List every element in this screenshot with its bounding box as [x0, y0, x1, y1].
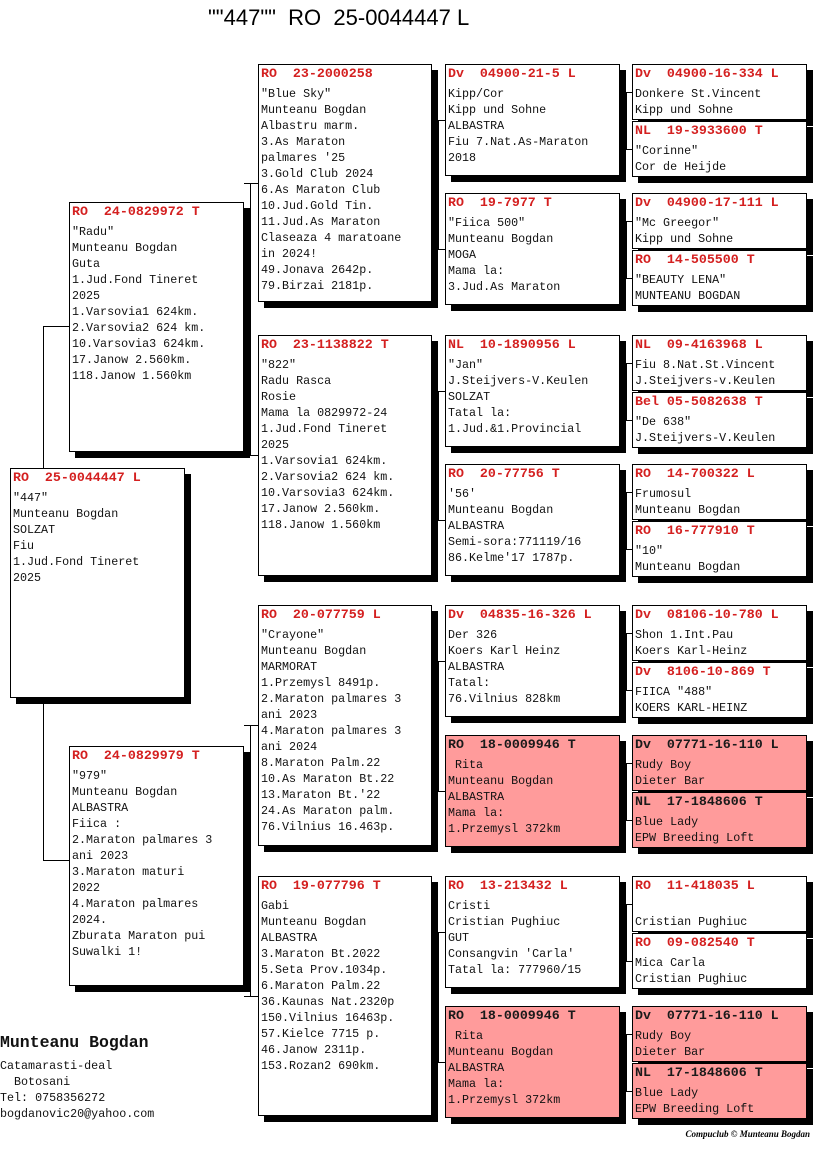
detail-line: Munteanu Bogdan	[261, 103, 367, 117]
connector-line	[620, 1091, 632, 1092]
card-details	[635, 543, 804, 575]
ring-number: RO 20-77756 T	[448, 466, 560, 481]
connector-line	[626, 363, 627, 421]
detail-line: Munteanu Bogdan	[13, 507, 119, 521]
detail-line: Fiu	[13, 539, 35, 553]
detail-line: "979"	[72, 769, 108, 783]
connector-line	[620, 278, 632, 279]
detail-line: Radu Rasca	[261, 374, 332, 388]
detail-line: 49.Jonava 2642p.	[261, 263, 374, 277]
card-details	[635, 486, 804, 518]
great-great-grandparent-card	[632, 1063, 807, 1119]
detail-line	[635, 898, 804, 914]
ring-number: NL 10-1890956 L	[448, 337, 576, 352]
great-grandparent-card	[445, 464, 620, 576]
detail-line: 86.Kelme'17 1787p.	[448, 551, 575, 565]
detail-line: 1.Przemysl 8491p.	[261, 676, 381, 690]
detail-line: "10"	[635, 544, 664, 558]
detail-line: SOLZAT	[13, 523, 56, 537]
detail-line: MUNTEANU BOGDAN	[635, 289, 741, 303]
connector-line	[620, 92, 632, 93]
ring-number: RO 25-0044447 L	[13, 470, 141, 485]
connector-line	[626, 904, 627, 962]
detail-line: 3.As Maraton	[261, 135, 346, 149]
card-details	[72, 768, 241, 960]
ring-number: RO 11-418035 L	[635, 878, 755, 893]
great-great-grandparent-card	[632, 64, 807, 120]
detail-line: Kipp und Sohne	[448, 103, 547, 117]
detail-line: Albastru marm.	[261, 119, 360, 133]
detail-line: Blue Lady	[635, 815, 699, 829]
detail-line: 2018	[448, 151, 477, 165]
detail-line: "Corinne"	[635, 144, 699, 158]
ring-number: RO 14-700322 L	[635, 466, 755, 481]
detail-line: 76.Vilnius 16.463p.	[261, 820, 395, 834]
detail-line: 2.Maraton palmares 3	[261, 692, 402, 706]
connector-line	[432, 391, 445, 392]
detail-line: 24.As Maraton palm.	[261, 804, 395, 818]
detail-line: 2025	[72, 289, 101, 303]
detail-line: palmares '25	[261, 151, 346, 165]
ring-number: RO 14-505500 T	[635, 252, 755, 267]
detail-line: Zburata Maraton pui	[72, 929, 206, 943]
card-details	[448, 898, 617, 978]
detail-line: ALBASTRA	[72, 801, 129, 815]
detail-line: Munteanu Bogdan	[448, 1045, 554, 1059]
detail-line: Rosie	[261, 390, 297, 404]
detail-line: MOGA	[448, 248, 477, 262]
detail-line: Claseaza 4 maratoane	[261, 231, 402, 245]
great-grandparent-card	[445, 605, 620, 717]
card-details	[13, 490, 182, 586]
great-great-grandparent-card	[632, 735, 807, 791]
ring-number: NL 17-1848606 T	[635, 1065, 763, 1080]
detail-line: KOERS KARL-HEINZ	[635, 701, 748, 715]
great-grandparent-card	[445, 64, 620, 176]
detail-line: 1.Przemysl 372km	[448, 1093, 561, 1107]
detail-line: 17.Janow 2.560km.	[72, 353, 192, 367]
connector-line	[43, 698, 44, 861]
detail-line: Mama la:	[448, 1077, 505, 1091]
detail-line: Cristian Pughiuc	[635, 972, 748, 986]
ring-number: RO 24-0829979 T	[72, 748, 200, 763]
detail-line: 13.Maraton Bt.'22	[261, 788, 381, 802]
detail-line: 2022	[72, 881, 101, 895]
ring-number: RO 23-1138822 T	[261, 337, 389, 352]
connector-line	[438, 391, 439, 521]
detail-line: Der 326	[448, 628, 498, 642]
card-details	[635, 955, 804, 987]
detail-line: Mama la 0829972-24	[261, 406, 388, 420]
ring-number: Dv 04900-16-334 L	[635, 66, 779, 81]
detail-line: Blue Lady	[635, 1086, 699, 1100]
connector-line	[432, 1062, 445, 1063]
detail-line: Munteanu Bogdan	[448, 774, 554, 788]
connector-line	[620, 221, 632, 222]
connector-line	[626, 633, 627, 691]
ring-number: RO 13-213432 L	[448, 878, 568, 893]
card-details	[261, 357, 429, 533]
detail-line: 3.Gold Club 2024	[261, 167, 374, 181]
detail-line: "BEAUTY LENA"	[635, 273, 727, 287]
detail-line: Kipp/Cor	[448, 87, 505, 101]
connector-line	[620, 149, 632, 150]
detail-line: 10.Varsovia3 624km.	[72, 337, 206, 351]
card-details	[635, 684, 804, 716]
great-grandparent-card	[445, 735, 620, 847]
breeder-phone: Tel: 0758356272	[0, 1091, 106, 1105]
card-details	[448, 757, 617, 837]
great-grandparent-card	[445, 1006, 620, 1118]
detail-line: J.Steijvers-v.Keulen	[635, 374, 776, 388]
detail-line: Fiu 7.Nat.As-Maraton	[448, 135, 589, 149]
detail-line: 46.Janow 2311p.	[261, 1043, 367, 1057]
card-details	[448, 486, 617, 566]
detail-line: GUT	[448, 931, 470, 945]
connector-line	[244, 183, 258, 184]
detail-line: ani 2024	[261, 740, 318, 754]
detail-line: Cor de Heijde	[635, 160, 727, 174]
grandparent-card	[258, 64, 432, 302]
subject-card	[10, 468, 185, 698]
connector-line	[626, 492, 627, 550]
great-great-grandparent-card	[632, 521, 807, 577]
detail-line: Rita	[448, 1029, 484, 1043]
detail-line: 1.Jud.Fond Tineret	[13, 555, 140, 569]
detail-line: 118.Janow 1.560km	[261, 518, 381, 532]
detail-line: Rita	[448, 758, 484, 772]
connector-line	[620, 961, 632, 962]
detail-line: 76.Vilnius 828km	[448, 692, 561, 706]
detail-line: 10.Varsovia3 624km.	[261, 486, 395, 500]
detail-line: 36.Kaunas Nat.2320p	[261, 995, 395, 1009]
dam-card	[69, 746, 244, 986]
detail-line: Munteanu Bogdan	[72, 785, 178, 799]
card-details	[635, 814, 804, 846]
software-credit: Compuclub © Munteanu Bogdan	[685, 1129, 810, 1139]
grandparent-card	[258, 335, 432, 576]
detail-line: Donkere St.Vincent	[635, 87, 762, 101]
card-details	[261, 627, 429, 835]
detail-line: 150.Vilnius 16463p.	[261, 1011, 395, 1025]
detail-line: Frumosul	[635, 487, 692, 501]
card-details	[448, 1028, 617, 1108]
card-details	[635, 898, 804, 930]
ring-number: Dv 07771-16-110 L	[635, 737, 779, 752]
detail-line: 6.Maraton Palm.22	[261, 979, 381, 993]
connector-line	[620, 549, 632, 550]
detail-line: Rudy Boy	[635, 1029, 692, 1043]
detail-line: 2025	[13, 571, 42, 585]
grandparent-card	[258, 605, 432, 846]
detail-line: FIICA "488"	[635, 685, 713, 699]
connector-line	[244, 996, 258, 997]
detail-line: 79.Birzai 2181p.	[261, 279, 374, 293]
detail-line: Mica Carla	[635, 956, 706, 970]
detail-line: Kipp und Sohne	[635, 103, 734, 117]
detail-line: in 2024!	[261, 247, 318, 261]
card-details	[635, 272, 804, 304]
detail-line: Munteanu Bogdan	[635, 560, 741, 574]
connector-line	[43, 326, 44, 468]
detail-line: 2.Varsovia2 624 km.	[72, 321, 206, 335]
connector-line	[432, 249, 445, 250]
connector-line	[244, 455, 258, 456]
detail-line: "822"	[261, 358, 297, 372]
detail-line: "Crayone"	[261, 628, 325, 642]
detail-line: 2024.	[72, 913, 108, 927]
detail-line: 2.Maraton palmares 3	[72, 833, 213, 847]
connector-line	[250, 183, 251, 456]
ring-number: RO 09-082540 T	[635, 935, 755, 950]
connector-line	[626, 221, 627, 279]
ring-number: RO 18-0009946 T	[448, 1008, 576, 1023]
detail-line: Dieter Bar	[635, 774, 706, 788]
page-title: ""447"" RO 25-0044447 L	[208, 5, 470, 30]
detail-line: 3.Maraton Bt.2022	[261, 947, 381, 961]
detail-line: ALBASTRA	[448, 1061, 505, 1075]
ring-number: RO 19-7977 T	[448, 195, 552, 210]
card-details	[261, 86, 429, 294]
detail-line: Munteanu Bogdan	[448, 503, 554, 517]
ring-number: NL 19-3933600 T	[635, 123, 763, 138]
connector-line	[620, 1034, 632, 1035]
detail-line: Tatal la: 777960/15	[448, 963, 582, 977]
detail-line: 11.Jud.As Maraton	[261, 215, 381, 229]
connector-line	[620, 904, 632, 905]
card-details	[448, 215, 617, 295]
detail-line: "Radu"	[72, 225, 115, 239]
connector-line	[626, 92, 627, 150]
great-great-grandparent-card	[632, 792, 807, 848]
connector-line	[620, 763, 632, 764]
detail-line: 10.As Maraton Bt.22	[261, 772, 395, 786]
great-great-grandparent-card	[632, 662, 807, 718]
detail-line: 3.Jud.As Maraton	[448, 280, 561, 294]
card-details	[635, 86, 804, 118]
detail-line: "De 638"	[635, 415, 692, 429]
connector-line	[620, 492, 632, 493]
ring-number: RO 23-2000258	[261, 66, 373, 81]
detail-line: Koers Karl Heinz	[448, 644, 561, 658]
detail-line: Semi-sora:771119/16	[448, 535, 582, 549]
detail-line: Tatal:	[448, 676, 491, 690]
card-details	[72, 224, 241, 384]
detail-line: EPW Breeding Loft	[635, 1102, 755, 1116]
card-details	[635, 627, 804, 659]
detail-line: Guta	[72, 257, 101, 271]
detail-line: 2.Varsovia2 624 km.	[261, 470, 395, 484]
detail-line: Munteanu Bogdan	[261, 644, 367, 658]
breeder-county: Botosani	[0, 1075, 71, 1089]
detail-line: 5.Seta Prov.1034p.	[261, 963, 388, 977]
great-great-grandparent-card	[632, 250, 807, 306]
ring-number: RO 24-0829972 T	[72, 204, 200, 219]
detail-line: 6.As Maraton Club	[261, 183, 381, 197]
ring-number: RO 20-077759 L	[261, 607, 381, 622]
detail-line: Kipp und Sohne	[635, 232, 734, 246]
detail-line: 1.Varsovia1 624km.	[72, 305, 199, 319]
breeder-name: Munteanu Bogdan	[0, 1033, 149, 1052]
detail-line: ALBASTRA	[261, 931, 318, 945]
card-details	[635, 414, 804, 446]
detail-line: 118.Janow 1.560km	[72, 369, 192, 383]
connector-line	[250, 725, 251, 997]
detail-line: "447"	[13, 491, 49, 505]
connector-line	[626, 763, 627, 821]
detail-line: Munteanu Bogdan	[72, 241, 178, 255]
ring-number: Dv 07771-16-110 L	[635, 1008, 779, 1023]
detail-line: 4.Maraton palmares 3	[261, 724, 402, 738]
connector-line	[438, 932, 439, 1063]
detail-line: 57.Kielce 7715 p.	[261, 1027, 381, 1041]
detail-line: "Mc Greegor"	[635, 216, 720, 230]
detail-line: 1.Varsovia1 624km.	[261, 454, 388, 468]
great-grandparent-card	[445, 876, 620, 988]
ring-number: Dv 8106-10-869 T	[635, 664, 771, 679]
connector-line	[43, 326, 69, 327]
card-details	[261, 898, 429, 1074]
detail-line: ALBASTRA	[448, 519, 505, 533]
connector-line	[620, 820, 632, 821]
connector-line	[620, 633, 632, 634]
detail-line: "Fiica 500"	[448, 216, 526, 230]
connector-line	[438, 661, 439, 792]
detail-line: ALBASTRA	[448, 660, 505, 674]
detail-line: ani 2023	[72, 849, 129, 863]
great-great-grandparent-card	[632, 605, 807, 661]
detail-line: Rudy Boy	[635, 758, 692, 772]
connector-line	[244, 725, 258, 726]
detail-line: MARMORAT	[261, 660, 318, 674]
detail-line: Tatal la:	[448, 406, 512, 420]
ring-number: Dv 08106-10-780 L	[635, 607, 779, 622]
detail-line: Munteanu Bogdan	[261, 915, 367, 929]
detail-line: ani 2023	[261, 708, 318, 722]
connector-line	[620, 690, 632, 691]
card-details	[448, 86, 617, 166]
great-great-grandparent-card	[632, 464, 807, 520]
ring-number: NL 09-4163968 L	[635, 337, 763, 352]
detail-line: 4.Maraton palmares	[72, 897, 199, 911]
ring-number: RO 16-777910 T	[635, 523, 755, 538]
detail-line: ALBASTRA	[448, 119, 505, 133]
ring-number: RO 18-0009946 T	[448, 737, 576, 752]
detail-line: "Jan"	[448, 358, 484, 372]
card-details	[448, 627, 617, 707]
detail-line: 17.Janow 2.560km.	[261, 502, 381, 516]
card-details	[635, 143, 804, 175]
great-great-grandparent-card	[632, 876, 807, 932]
detail-line: 1.Jud.&1.Provincial	[448, 422, 582, 436]
detail-line: 8.Maraton Palm.22	[261, 756, 381, 770]
card-details	[635, 1028, 804, 1060]
detail-line: Cristi	[448, 899, 491, 913]
detail-line: '56'	[448, 487, 477, 501]
detail-line: Gabi	[261, 899, 290, 913]
detail-line: 3.Maraton maturi	[72, 865, 185, 879]
ring-number: Bel 05-5082638 T	[635, 394, 763, 409]
connector-line	[432, 661, 445, 662]
grandparent-card	[258, 876, 432, 1116]
ring-number: Dv 04900-21-5 L	[448, 66, 576, 81]
card-details	[448, 357, 617, 437]
ring-number: Dv 04900-17-111 L	[635, 195, 779, 210]
detail-line: 153.Rozan2 690km.	[261, 1059, 381, 1073]
detail-line: Shon 1.Int.Pau	[635, 628, 734, 642]
great-grandparent-card	[445, 335, 620, 447]
breeder-info	[0, 1034, 154, 1122]
connector-line	[43, 860, 69, 861]
connector-line	[432, 120, 445, 121]
great-great-grandparent-card	[632, 335, 807, 391]
connector-line	[438, 120, 439, 250]
detail-line: SOLZAT	[448, 390, 491, 404]
sire-card	[69, 202, 244, 452]
ring-number: NL 17-1848606 T	[635, 794, 763, 809]
detail-line: 2025	[261, 438, 290, 452]
breeder-locality: Catamarasti-deal	[0, 1059, 113, 1073]
ring-number: Dv 04835-16-326 L	[448, 607, 592, 622]
detail-line: 10.Jud.Gold Tin.	[261, 199, 374, 213]
detail-line: Cristian Pughiuc	[635, 915, 748, 929]
great-great-grandparent-card	[632, 392, 807, 448]
detail-line: Munteanu Bogdan	[448, 232, 554, 246]
detail-line: EPW Breeding Loft	[635, 831, 755, 845]
great-great-grandparent-card	[632, 933, 807, 989]
card-details	[635, 757, 804, 789]
detail-line: Fiica :	[72, 817, 122, 831]
detail-line: 1.Jud.Fond Tineret	[261, 422, 388, 436]
great-grandparent-card	[445, 193, 620, 305]
detail-line: J.Steijvers-V.Keulen	[635, 431, 776, 445]
connector-line	[626, 1034, 627, 1092]
card-details	[635, 1085, 804, 1117]
great-great-grandparent-card	[632, 193, 807, 249]
detail-line: Cristian Pughiuc	[448, 915, 561, 929]
detail-line: Munteanu Bogdan	[635, 503, 741, 517]
detail-line: Mama la:	[448, 806, 505, 820]
detail-line: ALBASTRA	[448, 790, 505, 804]
ring-number: RO 19-077796 T	[261, 878, 381, 893]
breeder-email: bogdanovic20@yahoo.com	[0, 1107, 155, 1121]
detail-line: "Blue Sky"	[261, 87, 332, 101]
detail-line: 1.Przemysl 372km	[448, 822, 561, 836]
connector-line	[432, 520, 445, 521]
detail-line: Suwalki 1!	[72, 945, 143, 959]
great-great-grandparent-card	[632, 121, 807, 177]
detail-line: J.Steijvers-V.Keulen	[448, 374, 589, 388]
great-great-grandparent-card	[632, 1006, 807, 1062]
detail-line: 1.Jud.Fond Tineret	[72, 273, 199, 287]
detail-line: Dieter Bar	[635, 1045, 706, 1059]
detail-line: Koers Karl-Heinz	[635, 644, 748, 658]
connector-line	[620, 363, 632, 364]
card-details	[635, 215, 804, 247]
connector-line	[432, 932, 445, 933]
detail-line: Mama la:	[448, 264, 505, 278]
card-details	[635, 357, 804, 389]
connector-line	[432, 791, 445, 792]
connector-line	[620, 420, 632, 421]
detail-line: Consangvin 'Carla'	[448, 947, 575, 961]
detail-line: Fiu 8.Nat.St.Vincent	[635, 358, 776, 372]
